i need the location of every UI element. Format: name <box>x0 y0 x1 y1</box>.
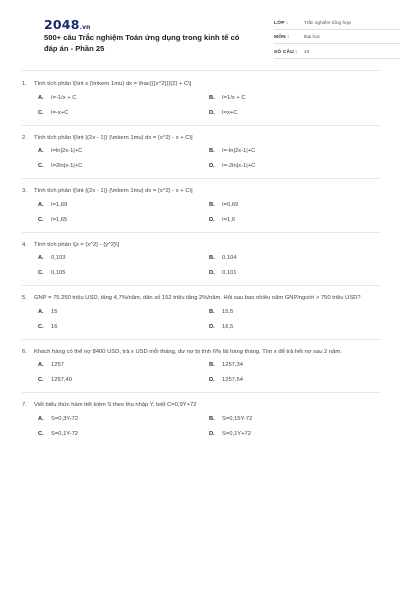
answer-text: 15 <box>51 308 58 315</box>
meta-row-question-count <box>274 44 400 59</box>
answer-letter: D. <box>209 270 215 276</box>
document-header <box>22 0 378 68</box>
answer-option[interactable] <box>209 201 380 210</box>
answer-options <box>22 254 380 278</box>
answer-text: 16 <box>51 323 58 330</box>
answer-text: I=-1/x + C <box>51 94 77 101</box>
question-item <box>22 348 380 386</box>
answer-option[interactable] <box>38 430 209 439</box>
answer-letter: A. <box>38 148 44 154</box>
question-text-row <box>22 187 380 197</box>
logo-suffix-text: .vn <box>79 24 91 31</box>
question-divider <box>22 178 380 179</box>
answer-text: 0,103 <box>51 255 66 261</box>
answer-letter: D. <box>209 163 215 169</box>
answer-text: 0,101 <box>222 270 237 276</box>
question-text: Tính tích phân \[\int {(2x - 1)} {\mkern 1mu} dx = {x^2} - x + C\] <box>34 188 193 194</box>
answer-letter: C. <box>38 323 44 330</box>
answer-option[interactable] <box>38 308 209 317</box>
site-logo[interactable] <box>44 17 91 32</box>
question-number: 2. <box>22 134 27 141</box>
answer-option[interactable] <box>209 269 380 278</box>
answer-option[interactable] <box>209 415 380 424</box>
answer-option[interactable] <box>209 323 380 332</box>
question-text-row <box>22 348 380 358</box>
meta-row-class <box>274 15 400 30</box>
answer-text: 15,5 <box>222 308 234 315</box>
answer-text: I=0,69 <box>222 201 239 208</box>
answer-options <box>22 147 380 171</box>
answer-letter: C. <box>38 270 44 276</box>
question-list <box>22 80 380 439</box>
answer-option[interactable] <box>38 269 209 278</box>
answer-letter: B. <box>209 201 215 208</box>
answer-text: I=-2ln|x-1|+C <box>222 163 256 169</box>
question-number: 6. <box>22 348 27 355</box>
question-number: 7. <box>22 402 27 408</box>
answer-options <box>22 201 380 225</box>
answer-letter: C. <box>38 430 44 437</box>
question-text-row <box>22 241 380 251</box>
question-divider <box>22 285 380 286</box>
answer-letter: C. <box>38 377 44 383</box>
answer-letter: A. <box>38 255 44 261</box>
answer-letter: B. <box>209 308 215 315</box>
question-text-row <box>22 401 380 411</box>
answer-options <box>22 415 380 439</box>
answer-text: 0,104 <box>222 255 237 261</box>
answer-text: 0,105 <box>51 270 66 276</box>
answer-option[interactable] <box>38 162 209 171</box>
answer-letter: A. <box>38 308 44 315</box>
answer-text: S=0,3Y-72 <box>51 415 79 422</box>
answer-letter: C. <box>38 109 44 116</box>
meta-key: LỚP : <box>274 20 289 26</box>
answer-letter: A. <box>38 362 44 368</box>
answer-text: 16,5 <box>222 323 234 330</box>
question-divider <box>22 339 380 340</box>
question-text-row <box>22 80 380 90</box>
question-text: Khách hàng có thể nợ 8400 USD, trả x USD mỗi tháng, dư nợ bị tính 6% lãi hàng tháng. Tìm x để trả hết nợ sau 2 năm. <box>34 348 342 355</box>
answer-letter: B. <box>209 362 215 368</box>
answer-letter: B. <box>209 255 215 261</box>
question-divider <box>22 392 380 393</box>
answer-letter: D. <box>209 377 215 383</box>
question-text-row <box>22 294 380 304</box>
document-meta <box>274 15 400 59</box>
answer-option[interactable] <box>209 376 380 385</box>
answer-option[interactable] <box>38 147 209 156</box>
answer-text: I=2ln|x-1|+C <box>51 163 83 169</box>
document-title: 500+ câu Trắc nghiệm Toán ứng dụng trong kinh tế có đáp án - Phần 25 <box>44 33 240 53</box>
answer-letter: D. <box>209 109 215 116</box>
answer-option[interactable] <box>38 216 209 225</box>
question-item <box>22 241 380 279</box>
answer-letter: B. <box>209 415 215 422</box>
answer-options <box>22 94 380 118</box>
answer-options <box>22 361 380 385</box>
answer-option[interactable] <box>38 201 209 210</box>
header-divider <box>22 70 380 71</box>
answer-option[interactable] <box>38 376 209 385</box>
question-item <box>22 294 380 332</box>
answer-option[interactable] <box>209 109 380 118</box>
answer-option[interactable] <box>209 147 380 156</box>
question-item <box>22 187 380 225</box>
question-text-row <box>22 134 380 144</box>
answer-text: I=1,69 <box>51 201 68 208</box>
question-text: Viết biểu thức hàm tiết kiệm S theo thu nhập Y, biết C=0,9Y+72 <box>34 402 197 408</box>
question-item <box>22 134 380 172</box>
answer-letter: C. <box>38 163 44 169</box>
answer-text: I=x+C <box>222 109 238 116</box>
answer-text: I=1,65 <box>51 216 68 223</box>
question-divider <box>22 125 380 126</box>
question-number: 4. <box>22 241 27 248</box>
question-item <box>22 80 380 118</box>
question-text: GNP = 75.250 triệu USD, tăng 4,7%/năm, dân số 152 triệu tăng 2%/năm. Hỏi sau bao nhiêu năm GNP/người > 750 triệu USD? <box>34 295 361 301</box>
question-number: 5. <box>22 295 27 301</box>
answer-text: 1257,40 <box>51 377 72 383</box>
answer-letter: C. <box>38 216 44 223</box>
answer-option[interactable] <box>209 162 380 171</box>
answer-letter: B. <box>209 94 215 101</box>
logo-main-text: 2048 <box>44 17 80 32</box>
answer-option[interactable] <box>209 430 380 439</box>
answer-letter: B. <box>209 148 215 154</box>
question-divider <box>22 232 380 233</box>
answer-letter: D. <box>209 323 215 330</box>
question-text: Tính tích phân \[z = {x^2} - {y^2}\] <box>34 241 120 248</box>
answer-options <box>22 308 380 332</box>
answer-text: 1257,34 <box>222 362 243 368</box>
answer-letter: A. <box>38 201 44 208</box>
answer-text: S=0,15Y-72 <box>222 415 253 422</box>
answer-letter: A. <box>38 94 44 101</box>
answer-option[interactable] <box>38 323 209 332</box>
answer-text: S=0,1Y-72 <box>51 430 79 437</box>
answer-text: 1257 <box>51 362 64 368</box>
answer-option[interactable] <box>209 308 380 317</box>
answer-option[interactable] <box>209 94 380 103</box>
answer-option[interactable] <box>38 94 209 103</box>
answer-option[interactable] <box>209 254 380 263</box>
question-number: 3. <box>22 188 27 194</box>
answer-option[interactable] <box>38 415 209 424</box>
answer-option[interactable] <box>38 254 209 263</box>
answer-letter: D. <box>209 430 215 437</box>
answer-text: S=0,1Y+72 <box>222 430 252 437</box>
answer-text: I=-ln|2x-1|+C <box>222 148 256 154</box>
answer-option[interactable] <box>38 361 209 370</box>
question-item <box>22 401 380 439</box>
question-text: Tính tích phân \[\int {(2x - 1)} {\mkern 1mu} dx = {x^2} - x + C\] <box>34 134 193 141</box>
answer-letter: D. <box>209 216 215 223</box>
question-text: Tính tích phân \[\int x {\mkern 1mu} dx = \frac{{{x^2}}}{2} + C\] <box>34 81 192 87</box>
answer-option[interactable] <box>209 361 380 370</box>
question-number: 1. <box>22 81 27 87</box>
answer-option[interactable] <box>38 109 209 118</box>
answer-text: I=1/x + C <box>222 94 246 101</box>
answer-letter: A. <box>38 415 44 422</box>
meta-key: SỐ CÂU : <box>274 49 298 55</box>
answer-text: I=ln|2x-1|+C <box>51 148 83 154</box>
answer-option[interactable] <box>209 216 380 225</box>
answer-text: 1257,54 <box>222 377 243 383</box>
meta-key: MÔN : <box>274 35 290 40</box>
meta-value: 43 <box>304 49 310 55</box>
meta-row-subject <box>274 30 400 45</box>
answer-text: I=1,6 <box>222 216 236 223</box>
answer-text: I=-x+C <box>51 109 69 116</box>
meta-value: Trắc nghiệm tổng hợp <box>304 20 351 26</box>
meta-value: Đại học <box>304 35 321 40</box>
